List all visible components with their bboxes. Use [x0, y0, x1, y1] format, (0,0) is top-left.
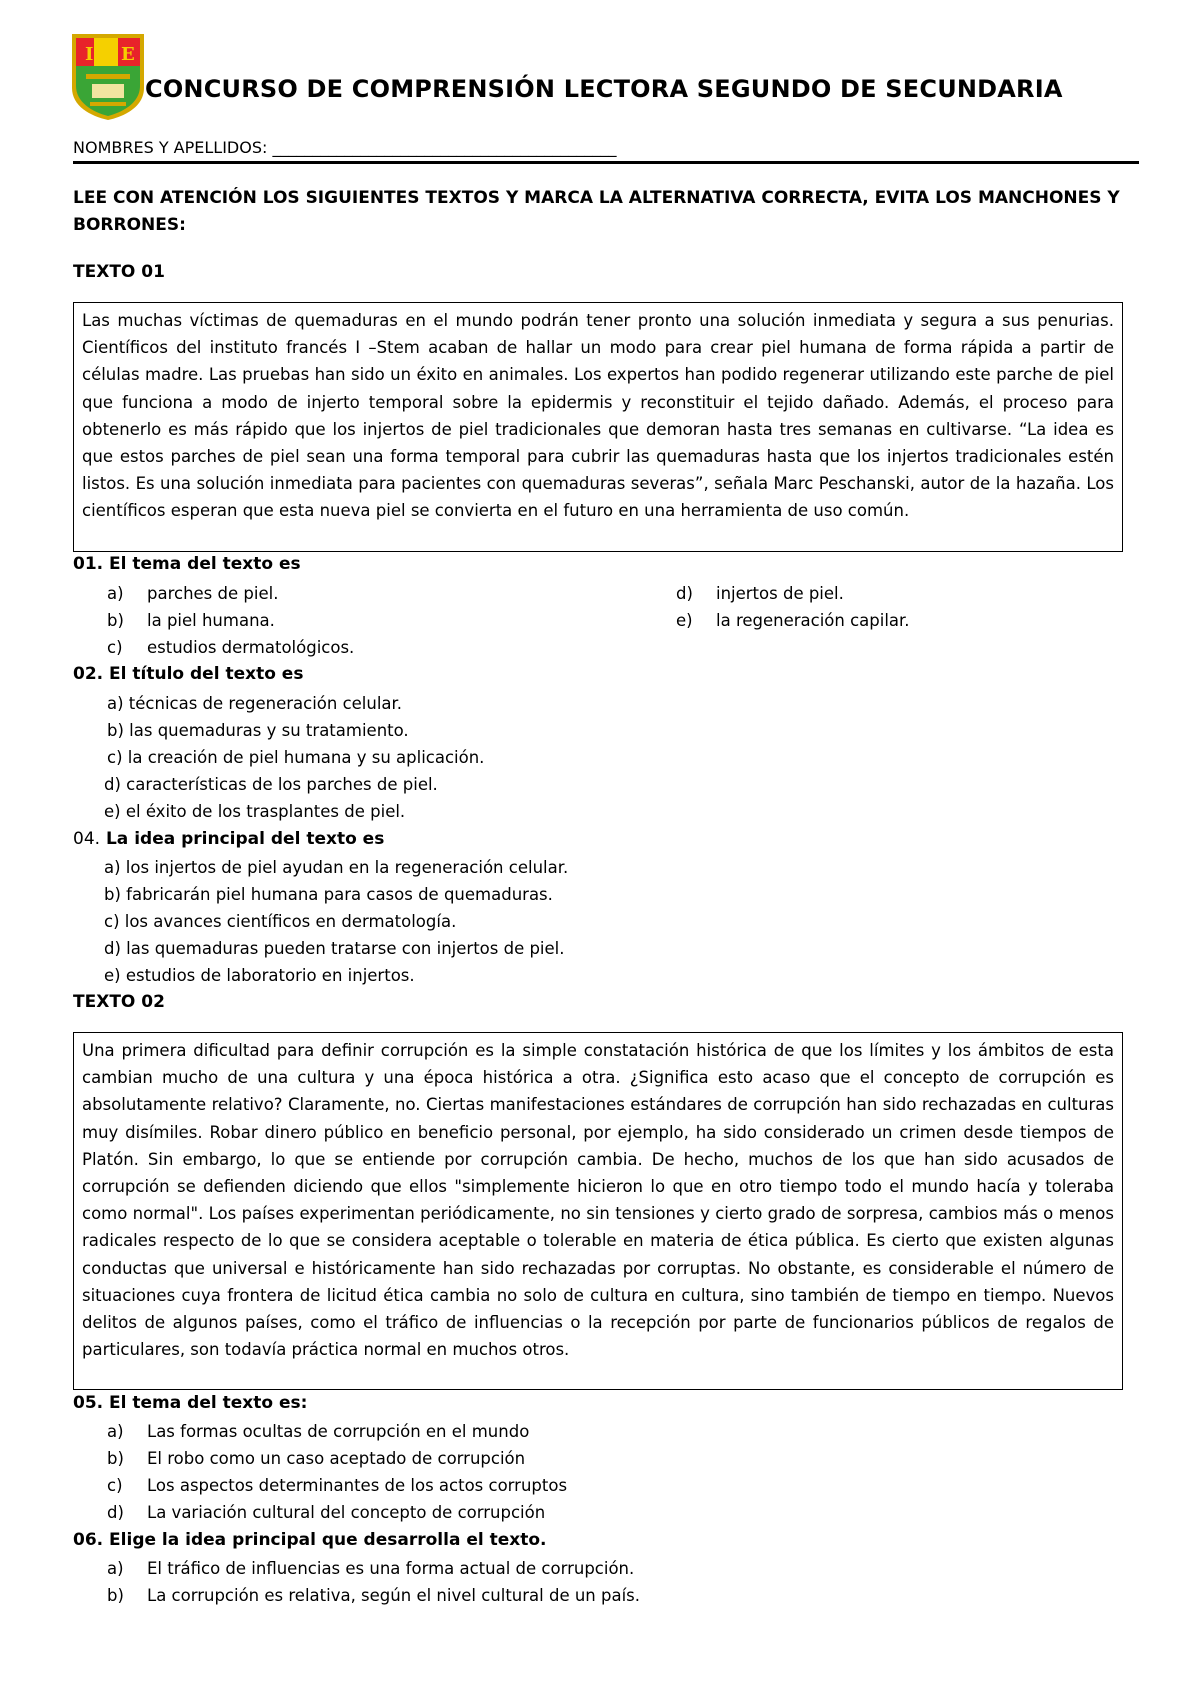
question-text: Elige la idea principal que desarrolla el texto.: [109, 1530, 547, 1550]
q4-option-c[interactable]: c) los avances científicos en dermatología.: [104, 912, 457, 931]
q1-option-d[interactable]: d) injertos de piel.: [676, 584, 844, 603]
q5-option-a[interactable]: a) Las formas ocultas de corrupción en el mundo: [107, 1422, 530, 1441]
instructions: LEE CON ATENCIÓN LOS SIGUIENTES TEXTOS Y MARCA LA ALTERNATIVA CORRECTA, EVITA LOS MANCHONES Y BORRONES:: [73, 188, 1120, 235]
q6-option-b[interactable]: b) La corrupción es relativa, según el nivel cultural de un país.: [107, 1586, 641, 1605]
q1-option-c[interactable]: c) estudios dermatológicos.: [107, 638, 355, 657]
question-number: 06.: [73, 1530, 104, 1550]
text2-heading: TEXTO 02: [73, 992, 165, 1012]
header-divider: [73, 161, 1139, 164]
q5-option-c[interactable]: c) Los aspectos determinantes de los actos corruptos: [107, 1476, 568, 1495]
question-number: 02.: [73, 664, 104, 684]
question-text: El título del texto es: [109, 664, 304, 684]
text1-heading: TEXTO 01: [73, 262, 165, 282]
q1-option-a[interactable]: a) parches de piel.: [107, 584, 279, 603]
page-title: CONCURSO DE COMPRENSIÓN LECTORA SEGUNDO DE SECUNDARIA: [145, 75, 1063, 103]
q4-option-d[interactable]: d) las quemaduras pueden tratarse con injertos de piel.: [104, 939, 565, 958]
q2-option-a[interactable]: a) técnicas de regeneración celular.: [107, 694, 403, 713]
question-number: 01.: [73, 554, 104, 574]
q5-option-b[interactable]: b) El robo como un caso aceptado de corrupción: [107, 1449, 526, 1468]
names-field[interactable]: NOMBRES Y APELLIDOS: ___________________________________________: [73, 138, 617, 157]
question-text: El tema del texto es:: [109, 1393, 308, 1413]
question-number: 05.: [73, 1393, 104, 1413]
q2-option-d[interactable]: d) características de los parches de piel.: [104, 775, 438, 794]
question-04: [73, 829, 384, 849]
question-01: [73, 554, 301, 574]
q2-option-b[interactable]: b) las quemaduras y su tratamiento.: [107, 721, 409, 740]
svg-text:E: E: [121, 44, 135, 65]
q1-option-e[interactable]: e) la regeneración capilar.: [676, 611, 910, 630]
question-05: [73, 1393, 307, 1413]
q4-option-b[interactable]: b) fabricarán piel humana para casos de quemaduras.: [104, 885, 553, 904]
question-number: 04.: [73, 829, 101, 849]
q5-option-d[interactable]: d) La variación cultural del concepto de corrupción: [107, 1503, 546, 1522]
q6-option-a[interactable]: a) El tráfico de influencias es una forma actual de corrupción.: [107, 1559, 635, 1578]
question-text: El tema del texto es: [109, 554, 301, 574]
q4-option-a[interactable]: a) los injertos de piel ayudan en la regeneración celular.: [104, 858, 569, 877]
q2-option-c[interactable]: c) la creación de piel humana y su aplicación.: [107, 748, 485, 767]
school-shield-logo: [68, 30, 148, 122]
svg-text:I: I: [85, 44, 94, 65]
question-06: [73, 1530, 547, 1550]
question-text: La idea principal del texto es: [105, 829, 385, 849]
q2-option-e[interactable]: e) el éxito de los trasplantes de piel.: [104, 802, 406, 821]
q4-option-e[interactable]: e) estudios de laboratorio en injertos.: [104, 966, 415, 985]
question-02: [73, 664, 303, 684]
q1-option-b[interactable]: b) la piel humana.: [107, 611, 275, 630]
text1-box: Las muchas víctimas de quemaduras en el mundo podrán tener pronto una solución inmediata y segura a sus penurias. Científicos del instituto francés I –Stem acaban de hallar un modo para crear piel humana de forma rápida a partir de células madre. Las pruebas han sido un éxito en animales. Los expertos han podido regenerar utilizando este parche de piel que funciona a modo de injerto temporal sobre la epidermis y reconstituir el tejido dañado. Además, el proceso para obtenerlo es más rápido que los injertos de piel tradicionales que demoran hasta tres semanas en cultivarse. “La idea es que estos parches de piel sean una forma temporal para cubrir las quemaduras hasta que los injertos tradicionales estén listos. Es una solución inmediata para pacientes con quemaduras severas”, señala Marc Peschanski, autor de la hazaña. Los científicos esperan que esta nueva piel se convierta en el futuro en una herramienta de uso común.: [73, 302, 1123, 552]
text2-box: Una primera dificultad para definir corrupción es la simple constatación histórica de que los límites y los ámbitos de esta cambian mucho de una cultura y una época histórica a otra. ¿Significa esto acaso que el concepto de corrupción es absolutamente relativo? Claramente, no. Ciertas manifestaciones estándares de corrupción han sido rechazadas en culturas muy disímiles. Robar dinero público en beneficio personal, por ejemplo, ha sido considerado un crimen desde tiempos de Platón. Sin embargo, lo que se entiende por corrupción cambia. De hecho, muchos de los que han sido acusados de corrupción se defienden diciendo que ellos "simplemente hicieron lo que en otro tiempo todo el mundo hacía y toleraba como normal". Los países experimentan periódicamente, no sin tensiones y cierto grado de sorpresa, cambios más o menos radicales respecto de lo que se considera aceptable o tolerable en materia de ética pública. Es cierto que existen algunas conductas que universal e históricamente han sido rechazadas por corruptas. No obstante, es considerable el número de situaciones cuya frontera de licitud ética cambia no solo de cultura en cultura, sino también de tiempo en tiempo. Nuevos delitos de algunos países, como el tráfico de influencias o la recepción por parte de funcionarios públicos de regalos de particulares, son todavía práctica normal en muchos otros.: [73, 1032, 1123, 1390]
